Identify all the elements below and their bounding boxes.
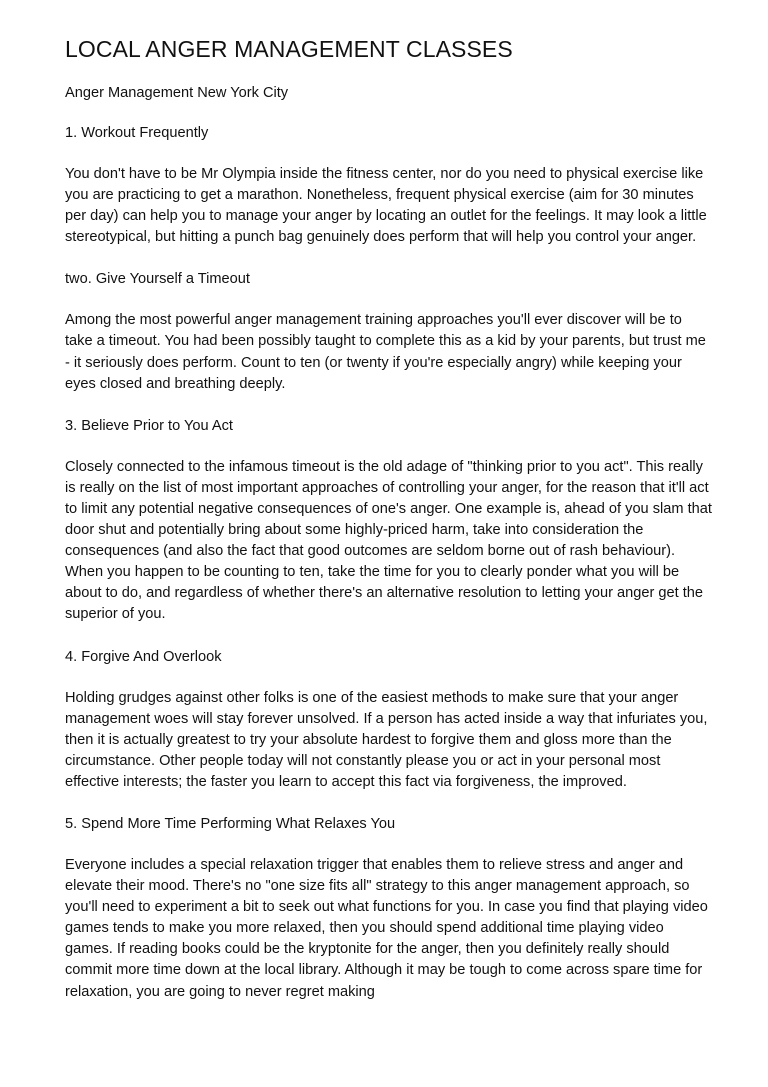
section-body-3: Closely connected to the infamous timeout is the old adage of "thinking prior to you act". This really is really on the list of most important approaches of controlling your anger, for the reason that it'll act to limit any potential negative consequences of one's anger. One example is, ahead of you slam that door shut and potentially bring about some highly-priced harm, take into consideration the consequences (and also the fact that good outcomes are seldom borne out of rash behaviour). When you happen to be counting to ten, take the time for you to clearly ponder what you will be about to do, and regardless of whether there's an alternative resolution to letting your anger get the superior of you. [65, 458, 712, 623]
section-heading-3: 3. Believe Prior to You Act [65, 417, 233, 434]
section-body-4: Holding grudges against other folks is one of the easiest methods to make sure that your anger management woes will stay forever unsolved. If a person has acted inside a way that infuriates you, then it is actually greatest to try your absolute hardest to forgive them and gloss more than the circumstance. Other people today will not constantly please you or act in your personal most effective interests; the faster you learn to accept this fact via forgiveness, the improved. [65, 689, 708, 790]
page-title: LOCAL ANGER MANAGEMENT CLASSES [65, 36, 513, 62]
section-heading-2: two. Give Yourself a Timeout [65, 271, 250, 288]
section-body-5: Everyone includes a special relaxation trigger that enables them to relieve stress and anger and elevate their mood. There's no "one size fits all" strategy to this anger management approach, so you'll need to experiment a bit to seek out what functions for you. In case you find that playing video games tends to make you more relaxed, then you should spend additional time playing video games. If reading books could be the kryptonite for the anger, then you definitely really should commit more time down at the local library. Although it may be tough to come across spare time for relaxation, you are going to never regret making [65, 856, 708, 1000]
section-heading-4: 4. Forgive And Overlook [65, 648, 222, 665]
document-page [65, 34, 713, 1024]
section-body-1: You don't have to be Mr Olympia inside the fitness center, nor do you need to physical exercise like you are practicing to get a marathon. Nonetheless, frequent physical exercise (aim for 30 minutes per day) can help you to manage your anger by locating an outlet for the feelings. It may look a little stereotypical, but hitting a punch bag genuinely does perform that will help you control your anger. [65, 166, 707, 246]
section-heading-5: 5. Spend More Time Performing What Relaxes You [65, 815, 396, 832]
page-subtitle: Anger Management New York City [65, 85, 289, 101]
section-heading-1: 1. Workout Frequently [65, 125, 209, 141]
section-body-2: Among the most powerful anger management training approaches you'll ever discover will be to take a timeout. You had been possibly taught to complete this as a kid by your parents, but trust me - it seriously does perform. Count to ten (or twenty if you're especially angry) while keeping your eyes closed and breathing deeply. [65, 312, 706, 392]
